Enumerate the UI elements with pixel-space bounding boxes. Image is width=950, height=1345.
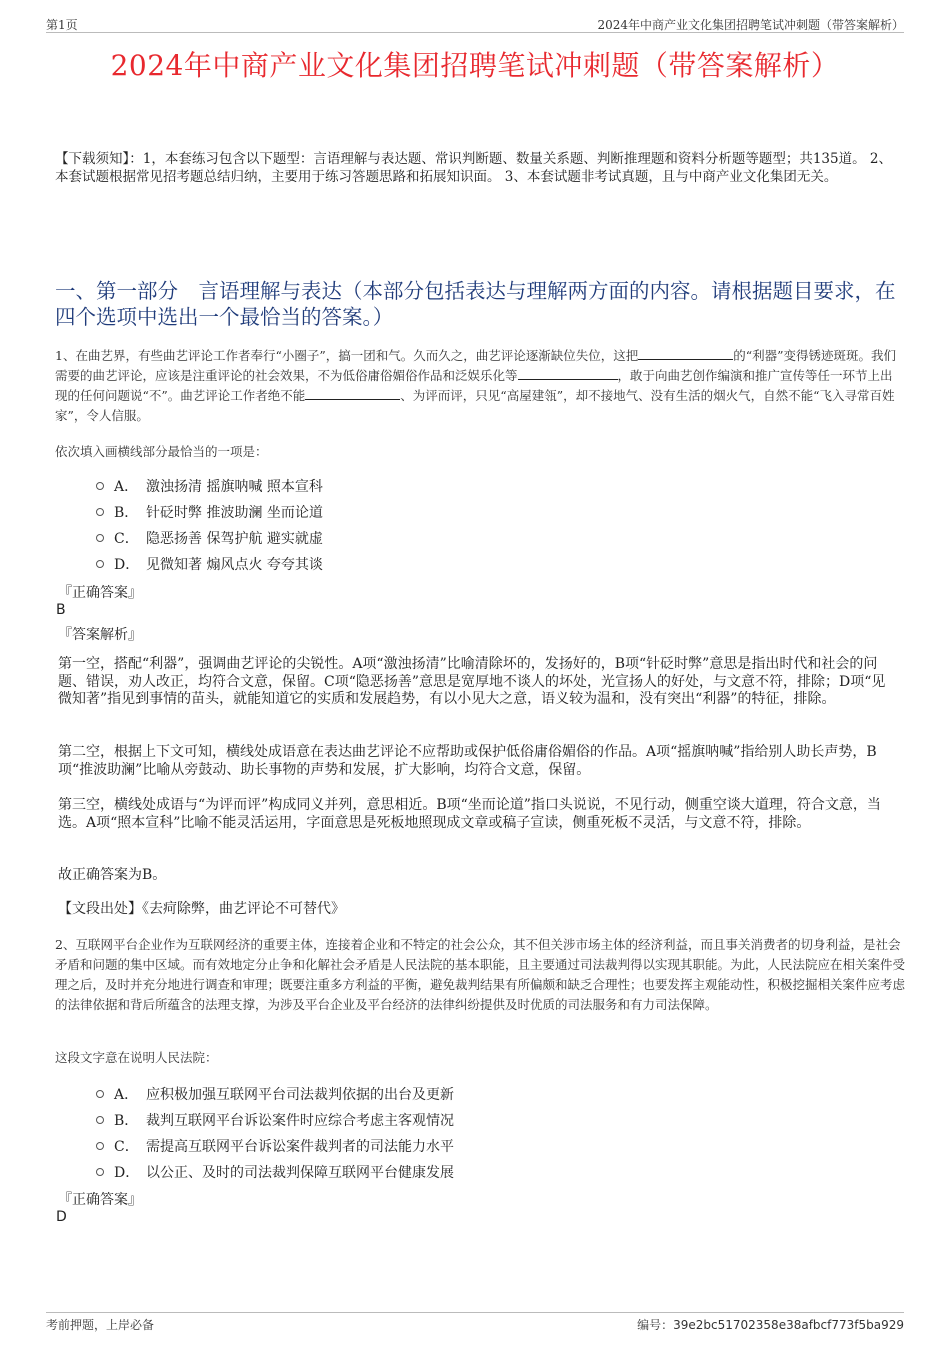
radio-icon[interactable] [96, 482, 104, 490]
question-1-stem: 1、在曲艺界，有些曲艺评论工作者奉行“小圈子”，搞一团和气。久而久之，曲艺评论逐渐缺位失位，这把 的“利器”变得锈迹斑斑。我们需要的曲艺评论，应该是注重评论的社会效果，不为低俗庸俗媚俗作品和泛娱乐化等 ，敢于向曲艺创作编演和推广宣传等任一环节上出现的任何问题说“不”。曲艺评论工作者绝不能 、为评而评，只见“高屋建瓴”，却不接地气、没有生活的烟火气，自然不能“飞入寻常百姓家”，令人信服。 [55, 348, 897, 423]
question-2-options [96, 1081, 454, 1185]
answer-label: 『正确答案』 [58, 585, 142, 601]
download-notice: 【下载须知】：1，本套练习包含以下题型：言语理解与表达题、常识判断题、数量关系题、判断推理题和资料分析题等题型；共135道。 2、本套试题根据常见招考题总结归纳，主要用于练习答题思路和拓展知识面。 3、本套试题非考试真题，且与中商产业文化集团无关。 [55, 151, 892, 185]
radio-icon[interactable] [96, 534, 104, 542]
analysis-paragraph-1: 第一空，搭配“利器”，强调曲艺评论的尖锐性。A项“激浊扬清”比喻清除坏的，发扬好的，B项“针砭时弊”意思是指出时代和社会的问题、错误，劝人改正，均符合文意，保留。C项“隐恶扬善”意思是宽厚地不谈人的坏处，光宣扬人的好处，与文意不符，排除；D项“见微知著”指见到事情的苗头，就能知道它的实质和发展趋势，有以小见大之意，语义较为温和，没有突出“利器”的特征，排除。 [58, 656, 886, 707]
footer-slogan: 考前押题，上岸必备 [46, 1318, 155, 1332]
analysis-paragraph-2: 第二空，根据上下文可知，横线处成语意在表达曲艺评论不应帮助或保护低俗庸俗媚俗的作品。A项“摇旗呐喊”指给别人助长声势，B项“推波助澜”比喻从旁鼓动、助长事物的声势和发展，扩大影响，均符合文意，保留。 [58, 744, 877, 778]
option-a[interactable]: A． 激浊扬清 摇旗呐喊 照本宣科 [96, 473, 323, 499]
document-code: 编号：39e2bc51702358e38afbcf773f5ba929 [637, 1318, 904, 1332]
option-c[interactable]: C． 隐恶扬善 保驾护航 避实就虚 [96, 525, 323, 551]
radio-icon[interactable] [96, 1116, 104, 1124]
question-2-prompt: 这段文字意在说明人民法院： [55, 1050, 218, 1065]
question-1-prompt: 依次填入画横线部分最恰当的一项是： [55, 444, 268, 459]
analysis-conclusion: 故正确答案为B。 [58, 867, 167, 883]
page-footer [46, 1312, 904, 1332]
source-citation: 【文段出处】《去疴除弊，曲艺评论不可替代》 [58, 901, 345, 917]
question-2-stem: 2、互联网平台企业作为互联网经济的重要主体，连接着企业和不特定的社会公众，其不但关涉市场主体的经济利益，而且事关消费者的切身利益，是社会矛盾和问题的集中区域。而有效地定分止争和化解社会矛盾是人民法院的基本职能，且主要通过司法裁判得以实现其职能。为此，人民法院应在相关案件受理之后，及时并充分地进行调查和审理；既要注重多方利益的平衡，避免裁判结果有所偏颇和缺乏合理性；也要发挥主观能动性，积极挖掘相关案件应考虑的法律依据和背后所蕴含的法理支撑，为涉及平台企业及平台经济的法律纠纷提供及时优质的司法服务和有力司法保障。 [55, 937, 906, 1012]
header-doc-title: 2024年中商产业文化集团招聘笔试冲刺题（带答案解析） [597, 18, 904, 32]
blank-line [305, 386, 400, 400]
analysis-label: 『答案解析』 [58, 627, 142, 643]
page-number: 第1页 [46, 18, 78, 32]
radio-icon[interactable] [96, 1142, 104, 1150]
option-a[interactable]: A． 应积极加强互联网平台司法裁判依据的出台及更新 [96, 1081, 454, 1107]
option-b[interactable]: B． 针砭时弊 推波助澜 坐而论道 [96, 499, 323, 525]
analysis-paragraph-3: 第三空，横线处成语与“为评而评”构成同义并列，意思相近。B项“坐而论道”指口头说说，不见行动，侧重空谈大道理，符合文意，当选。A项“照本宣科”比喻不能灵活运用，字面意思是死板地照现成文章或稿子宣读，侧重死板不灵活，与文意不符，排除。 [58, 797, 881, 831]
radio-icon[interactable] [96, 1090, 104, 1098]
radio-icon[interactable] [96, 560, 104, 568]
radio-icon[interactable] [96, 1168, 104, 1176]
option-d[interactable]: D． 见微知著 煽风点火 夸夸其谈 [96, 551, 323, 577]
radio-icon[interactable] [96, 508, 104, 516]
option-d[interactable]: D． 以公正、及时的司法裁判保障互联网平台健康发展 [96, 1159, 454, 1185]
answer-value: B [56, 602, 66, 618]
document-title: 2024年中商产业文化集团招聘笔试冲刺题（带答案解析） [110, 49, 840, 82]
question-1-options [96, 473, 323, 577]
page-header [46, 14, 904, 33]
option-c[interactable]: C． 需提高互联网平台诉讼案件裁判者的司法能力水平 [96, 1133, 454, 1159]
blank-line [518, 366, 618, 380]
section-heading: 一、第一部分 言语理解与表达（本部分包括表达与理解两方面的内容。请根据题目要求，在四个选项中选出一个最恰当的答案。） [55, 279, 896, 329]
option-b[interactable]: B． 裁判互联网平台诉讼案件时应综合考虑主客观情况 [96, 1107, 454, 1133]
answer-label: 『正确答案』 [58, 1192, 142, 1208]
answer-value: D [56, 1209, 67, 1225]
blank-line [638, 346, 733, 360]
